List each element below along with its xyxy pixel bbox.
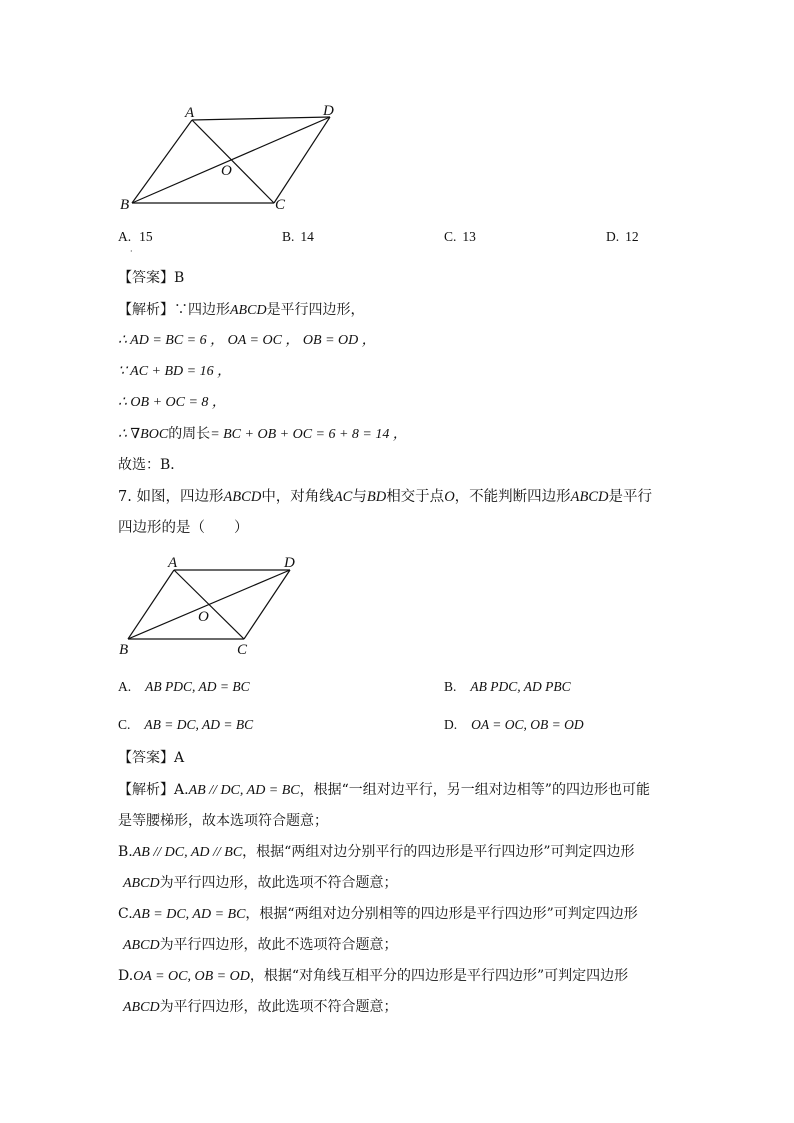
q7-analysis-a-line-1: 【解析】A.AB // DC, AD = BC，根据“一组对边平行，另一组对边相等”的四边形也可能 [118,782,650,798]
label-b: B [120,197,130,213]
label-b: B [119,642,129,658]
q6-answer: 【答案】B [118,270,185,286]
q6-option-d: D. 12 [606,229,639,244]
stray-dot: · [130,247,133,256]
diagonal-bd [132,117,330,203]
side-ad [192,117,330,120]
diagonal-bd [128,570,290,639]
q7-option-b: B. AB PDC, AD PBC [444,679,571,694]
label-c: C [237,642,248,658]
q7-analysis-a-line-2: 是等腰梯形，故本选项符合题意； [118,813,328,829]
q7-answer: 【答案】A [118,750,185,766]
label-o: O [198,609,209,625]
q7-analysis-b-line-2: ABCD为平行四边形，故此选项不符合题意； [123,875,398,891]
q6-analysis-line-3: ∵ AC + BD = 16 ， [118,364,232,379]
q6-analysis-line-4: ∴ OB + OC = 8 ， [118,395,226,410]
q7-option-c: C. AB = DC, AD = BC [118,717,254,732]
label-a: A [168,555,178,571]
label-a: A [185,105,195,121]
q7-analysis-c-line-2: ABCD为平行四边形，故此不选项符合题意； [123,937,398,953]
q6-option-c: C. 13 [444,229,476,244]
label-d: D [323,103,334,119]
diagonal-ac [192,120,274,203]
label-d: D [284,555,295,571]
q7-option-a: A. AB PDC, AD = BC [118,679,250,694]
q7-analysis-c-line-1: C.AB = DC, AD = BC，根据“两组对边分别相等的四边形是平行四边形”可判定四边形 [118,906,638,922]
q6-analysis-line-2: ∴ AD = BC = 6 ， OA = OC ， OB = OD ， [118,333,376,348]
q7-analysis-d-line-2: ABCD为平行四边形，故此选项不符合题意； [123,999,398,1015]
q6-option-b: B. 14 [282,229,314,244]
side-dc [274,117,330,203]
q7-stem-line-1: 7. 如图，四边形ABCD中，对角线AC与BD相交于点O，不能判断四边形ABCD是平行 [118,489,653,505]
q6-analysis-line-6: 故选：B． [118,457,185,473]
q6-analysis-line-1: 【解析】∵四边形ABCD是平行四边形， [118,302,365,318]
q7-analysis-b-line-1: B.AB // DC, AD // BC，根据“两组对边分别平行的四边形是平行四边形”可判定四边形 [118,844,635,860]
q6-analysis-line-5: ∴ ∇BOC的周长= BC + OB + OC = 6 + 8 = 14 ， [118,426,407,442]
q7-stem-line-2: 四边形的是（ ） [118,520,249,536]
q7-option-d: D. OA = OC, OB = OD [444,717,584,732]
parallelogram-figure-1 [112,100,352,215]
parallelogram-figure-2 [112,548,312,660]
label-o: O [221,163,232,179]
q6-option-a: A. 15 [118,229,153,244]
label-c: C [275,197,286,213]
q7-analysis-d-line-1: D.OA = OC, OB = OD，根据“对角线互相平分的四边形是平行四边形”可判定四边形 [118,968,629,984]
